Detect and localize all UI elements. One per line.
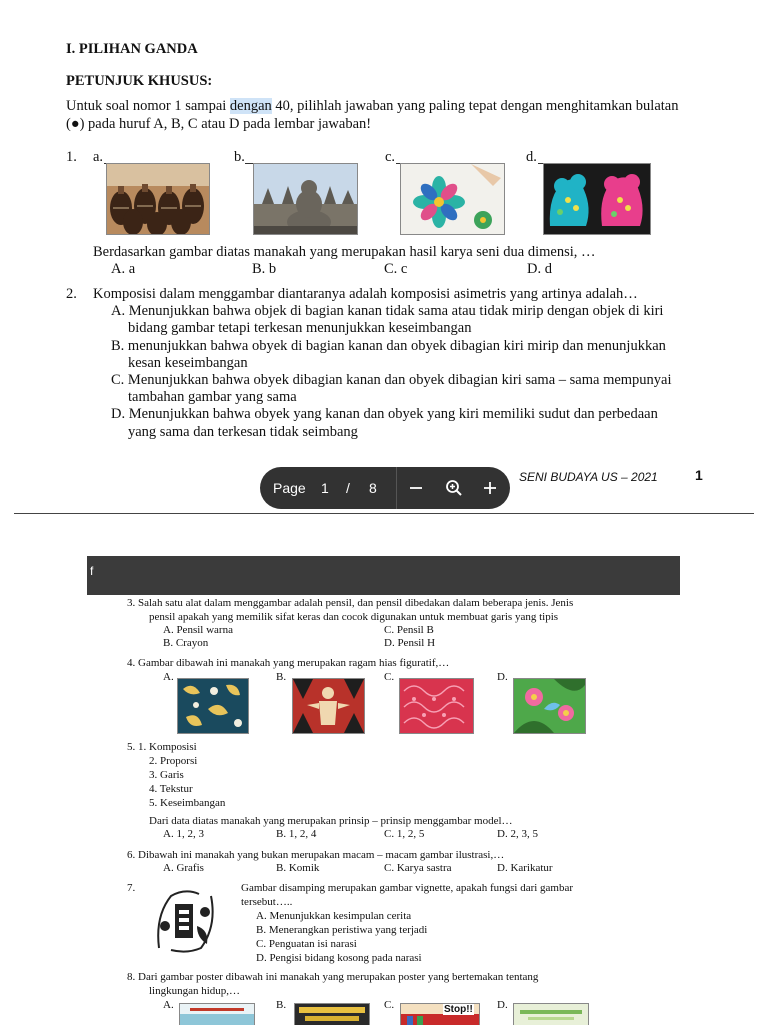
question-5-item-2: 2. Proporsi	[149, 755, 198, 767]
question-5-item-1: 5. 1. Komposisi	[127, 741, 197, 753]
page-2-header-bar	[87, 556, 680, 595]
q1-label-d: d.	[526, 149, 537, 165]
q7-option-d: D. Pengisi bidang kosong pada narasi	[256, 952, 422, 964]
q2-option-d: D. Menunjukkan bahwa obyek yang kanan dan obyek yang kiri memiliki sudut dan perbedaan	[111, 406, 658, 422]
q3-option-b: B. Crayon	[163, 637, 209, 649]
question-5-item-5: 5. Keseimbangan	[149, 797, 226, 809]
q3-option-a: A. Pensil warna	[163, 624, 233, 636]
header-bar-text: f	[90, 564, 94, 578]
q1-option-d: D. d	[527, 261, 552, 277]
question-7-number: 7.	[127, 882, 136, 894]
q5-option-d: D. 2, 3, 5	[497, 828, 538, 840]
q1-image-a-pottery	[106, 163, 210, 235]
question-4-text: 4. Gambar dibawah ini manakah yang merupakan ragam hias figuratif,…	[127, 657, 450, 669]
q2-option-c: C. Menunjukkan bahwa obyek dibagian kanan dan obyek dibagian kiri sama – sama mempunyai	[111, 372, 672, 388]
question-7-line-1: Gambar disamping merupakan gambar vignette, apakah fungsi dari gambar	[241, 882, 574, 894]
instructions-line-1	[66, 98, 678, 115]
question-2-number: 2.	[66, 286, 77, 302]
footer-page-number: 1	[695, 467, 703, 483]
q8-poster-b	[294, 1003, 370, 1025]
q5-option-c: C. 1, 2, 5	[384, 828, 425, 840]
q8-label-b: B.	[276, 999, 287, 1011]
q2-option-a: A. Menunjukkan bahwa objek di bagian kanan tidak sama atau tidak mirip dengan objek di kiri	[111, 303, 664, 319]
q8-label-a: A.	[163, 999, 174, 1011]
current-page-input[interactable]: 1	[321, 480, 329, 496]
q4-image-c-batik	[399, 678, 474, 734]
instructions-line-2: (●) pada huruf A, B, C atau D pada lembar jawaban!	[66, 116, 372, 132]
question-5-item-4: 4. Tekstur	[149, 783, 193, 795]
q1-option-c: C. c	[384, 261, 408, 277]
q3-option-c: C. Pensil B	[384, 624, 434, 636]
q2-option-a-cont: bidang gambar tetapi terkesan menunjukkan keseimbangan	[128, 320, 472, 336]
q7-option-c: C. Penguatan isi narasi	[256, 938, 357, 950]
page-separator: /	[346, 480, 350, 496]
pdf-viewer-toolbar	[260, 467, 510, 509]
footer-subject: SENI BUDAYA US – 2021	[519, 470, 658, 484]
q2-option-d-cont: yang sama dan terkesan tidak seimbang	[128, 424, 358, 440]
q6-option-a: A. Grafis	[163, 862, 204, 874]
question-1-text: Berdasarkan gambar diatas manakah yang merupakan hasil karya seni dua dimensi, …	[93, 244, 596, 260]
q4-label-d: D.	[497, 671, 508, 683]
q4-image-d-flora-fauna	[513, 678, 586, 734]
q7-option-b: B. Menerangkan peristiwa yang terjadi	[256, 924, 428, 936]
q1-label-b: b.	[234, 149, 245, 165]
q1-image-c-flower-painting	[400, 163, 505, 235]
question-1-number: 1.	[66, 149, 77, 165]
question-5-text: Dari data diatas manakah yang merupakan prinsip – prinsip menggambar model…	[149, 815, 513, 827]
q5-option-b: B. 1, 2, 4	[276, 828, 317, 840]
q8-poster-a	[179, 1003, 255, 1025]
q1-label-a: a.	[93, 149, 104, 165]
q8-label-c: C.	[384, 999, 395, 1011]
q4-image-a-ornament	[177, 678, 249, 734]
q2-option-b-cont: kesan keseimbangan	[128, 355, 248, 371]
instructions-text: 40, pilihlah jawaban yang paling tepat dengan menghitamkan bulatan	[271, 98, 679, 114]
q8-poster-d	[513, 1003, 589, 1025]
q4-label-a: A.	[163, 671, 174, 683]
page-label: Page	[273, 480, 306, 496]
q2-option-b: B. menunjukkan bahwa obyek di bagian kanan dan obyek dibagian kiri mirip dan menunjukkan	[111, 338, 666, 354]
question-3-line-1: 3. Salah satu alat dalam menggambar adalah pensil, dan pensil dibedakan dalam beberapa jenis. Jenis	[127, 597, 574, 609]
q4-image-b-figurative	[292, 678, 365, 734]
highlighted-word: dengan	[229, 98, 272, 114]
q6-option-d: D. Karikatur	[497, 862, 553, 874]
instructions-title: PETUNJUK KHUSUS:	[66, 73, 213, 89]
q8-label-d: D.	[497, 999, 508, 1011]
q8-poster-c-text: Stop!!	[444, 1004, 473, 1015]
q5-option-a: A. 1, 2, 3	[163, 828, 204, 840]
question-3-line-2: pensil apakah yang memilik sifat keras dan cocok digunakan untuk membuat garis yang tipis	[149, 611, 559, 623]
q8-poster-c	[400, 1003, 480, 1025]
q1-option-a: A. a	[111, 261, 136, 277]
question-2-text: Komposisi dalam menggambar diantaranya adalah komposisi asimetris yang artinya adalah…	[93, 286, 638, 302]
question-5-item-3: 3. Garis	[149, 769, 184, 781]
zoom-icon[interactable]	[444, 478, 464, 498]
q4-label-c: C.	[384, 671, 395, 683]
q4-label-b: B.	[276, 671, 287, 683]
section-title: I. PILIHAN GANDA	[66, 41, 198, 57]
question-7-line-2: tersebut…..	[241, 896, 293, 908]
q1-label-c: c.	[385, 149, 396, 165]
q7-option-a: A. Menunjukkan kesimpulan cerita	[256, 910, 412, 922]
question-6-text: 6. Dibawah ini manakah yang bukan merupakan macam – macam gambar ilustrasi,…	[127, 849, 505, 861]
page-divider	[14, 513, 754, 514]
minus-icon[interactable]	[406, 478, 426, 498]
q6-option-c: C. Karya sastra	[384, 862, 452, 874]
q2-option-c-cont: tambahan gambar yang sama	[128, 389, 297, 405]
q1-image-b-temple-statue	[253, 163, 358, 235]
q6-option-b: B. Komik	[276, 862, 320, 874]
question-8-line-1: 8. Dari gambar poster dibawah ini manakah yang merupakan poster yang bertemakan tentang	[127, 971, 539, 983]
toolbar-divider	[396, 467, 397, 509]
q1-image-d-fabric-craft	[543, 163, 651, 235]
q1-option-b: B. b	[252, 261, 277, 277]
q7-image-vignette	[153, 886, 217, 956]
plus-icon[interactable]	[480, 478, 500, 498]
instructions-text: Untuk soal nomor 1 sampai	[66, 98, 230, 114]
question-8-line-2: lingkungan hidup,…	[149, 985, 241, 997]
q3-option-d: D. Pensil H	[384, 637, 436, 649]
total-pages: 8	[369, 480, 377, 496]
